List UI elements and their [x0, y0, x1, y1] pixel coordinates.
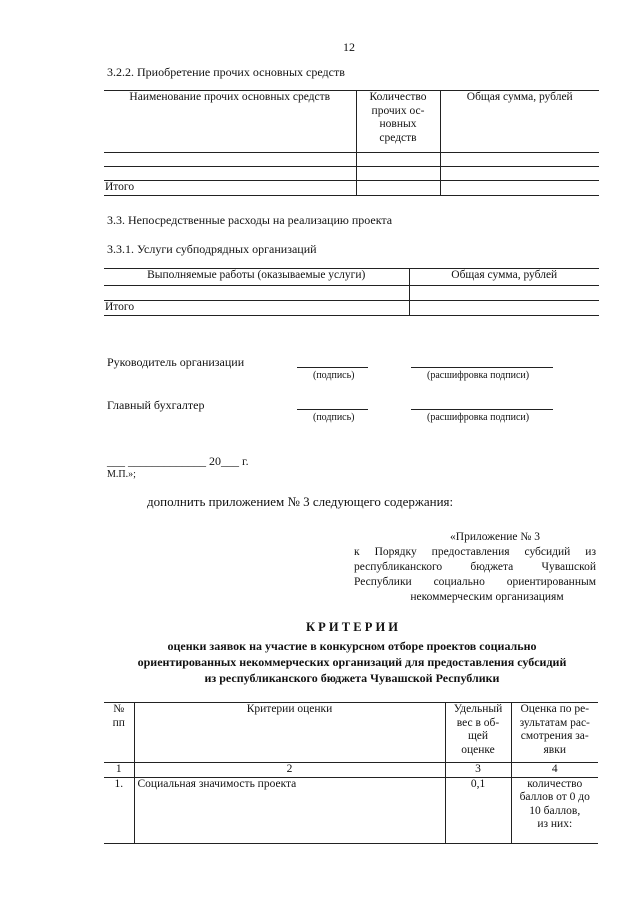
score-line: количество: [527, 777, 583, 790]
total-label: Итого: [104, 181, 356, 196]
accountant-sign-line: [297, 409, 368, 410]
appendix-block: [354, 530, 596, 605]
header-line: №: [113, 703, 125, 715]
appendix-line1: «Приложение № 3: [450, 531, 540, 543]
header-line: явки: [543, 743, 566, 756]
column-index-row: [104, 763, 598, 778]
header-cell-works: Выполняемые работы (оказываемые услуги): [104, 269, 409, 286]
header-line: щей: [467, 730, 489, 742]
table-total-row: [104, 301, 599, 316]
table-header-row: [104, 269, 599, 286]
col-index: 3: [445, 763, 511, 778]
table-row: [104, 153, 599, 167]
accountant-decode-line: [411, 409, 553, 410]
header-line: Удельный: [453, 703, 503, 715]
row-num: 1.: [104, 777, 134, 843]
row-score: [511, 777, 598, 843]
criteria-subtitle-line3: из республиканского бюджета Чувашской Республики: [204, 671, 500, 685]
header-cell-quantity: [356, 91, 440, 153]
header-line: прочих ос-: [371, 104, 425, 117]
col-index: 1: [104, 763, 134, 778]
page-number: 12: [343, 40, 355, 54]
total-label: Итого: [104, 301, 409, 316]
table-row: [104, 777, 598, 843]
appendix-line2: к Порядку предоставления субсидий из: [354, 546, 596, 558]
appendix-line4: Республики социально ориентированным: [354, 576, 596, 588]
score-line: 10 баллов,: [529, 804, 581, 817]
table-header-row: [104, 703, 598, 763]
criteria-title: К Р И Т Е Р И И: [305, 620, 399, 634]
col-index: 2: [134, 763, 445, 778]
header-cell-sum: Общая сумма, рублей: [440, 91, 599, 153]
header-line: оценке: [461, 743, 495, 756]
decode-caption: (расшифровка подписи): [427, 370, 530, 381]
header-line: средств: [379, 131, 417, 144]
col-index: 4: [511, 763, 598, 778]
amendment-text: дополнить приложением № 3 следующего содержания:: [147, 494, 454, 509]
criteria-subtitle: [0, 638, 640, 686]
header-cell-num: [104, 703, 134, 763]
head-decode-line: [411, 367, 553, 368]
table-header-row: [104, 91, 599, 153]
section-33-title: 3.3. Непосредственные расходы на реализацию проекта: [107, 213, 393, 227]
header-cell-name: Наименование прочих основных средств: [104, 91, 356, 153]
row-weight: 0,1: [445, 777, 511, 843]
header-cell-score: [511, 703, 598, 763]
header-line: зультатам рас-: [519, 716, 590, 729]
row-criteria-name: Социальная значимость проекта: [134, 777, 445, 843]
accountant-label: Главный бухгалтер: [107, 398, 205, 412]
section-322-title: 3.2.2. Приобретение прочих основных средств: [107, 65, 345, 79]
header-line: новных: [379, 118, 417, 130]
appendix-line3: республиканского бюджета Чувашской: [354, 561, 596, 573]
appendix-line5: некоммерческим организациям: [410, 591, 564, 603]
sign-caption: (подпись): [313, 370, 355, 381]
header-line: Оценка по ре-: [520, 703, 590, 715]
header-line: пп: [112, 716, 125, 729]
table-row: [104, 167, 599, 181]
criteria-subtitle-line2: ориентированных некоммерческих организаций для предоставления субсидий: [137, 655, 567, 669]
stamp-label: М.П.»;: [107, 469, 136, 480]
header-cell-criteria: Критерии оценки: [134, 703, 445, 763]
header-line: Количество: [369, 91, 427, 103]
header-cell-sum: Общая сумма, рублей: [409, 269, 599, 286]
header-line: смотрения за-: [520, 730, 589, 742]
head-sign-line: [297, 367, 368, 368]
table-row: [104, 286, 599, 301]
table-total-row: [104, 181, 599, 196]
header-cell-weight: [445, 703, 511, 763]
head-label: Руководитель организации: [107, 355, 245, 369]
date-line: ___ _____________ 20___ г.: [107, 454, 249, 468]
criteria-table: [104, 702, 598, 844]
sign-caption: (подпись): [313, 412, 355, 423]
fixed-assets-table: [104, 90, 599, 196]
subcontract-table: [104, 268, 599, 316]
criteria-subtitle-line1: оценки заявок на участие в конкурсном отборе проектов социально: [167, 639, 537, 653]
section-331-title: 3.3.1. Услуги субподрядных организаций: [107, 242, 317, 256]
score-line: баллов от 0 до: [519, 791, 590, 803]
decode-caption: (расшифровка подписи): [427, 412, 530, 423]
header-line: вес в об-: [456, 716, 500, 729]
score-line: из них:: [537, 818, 573, 830]
